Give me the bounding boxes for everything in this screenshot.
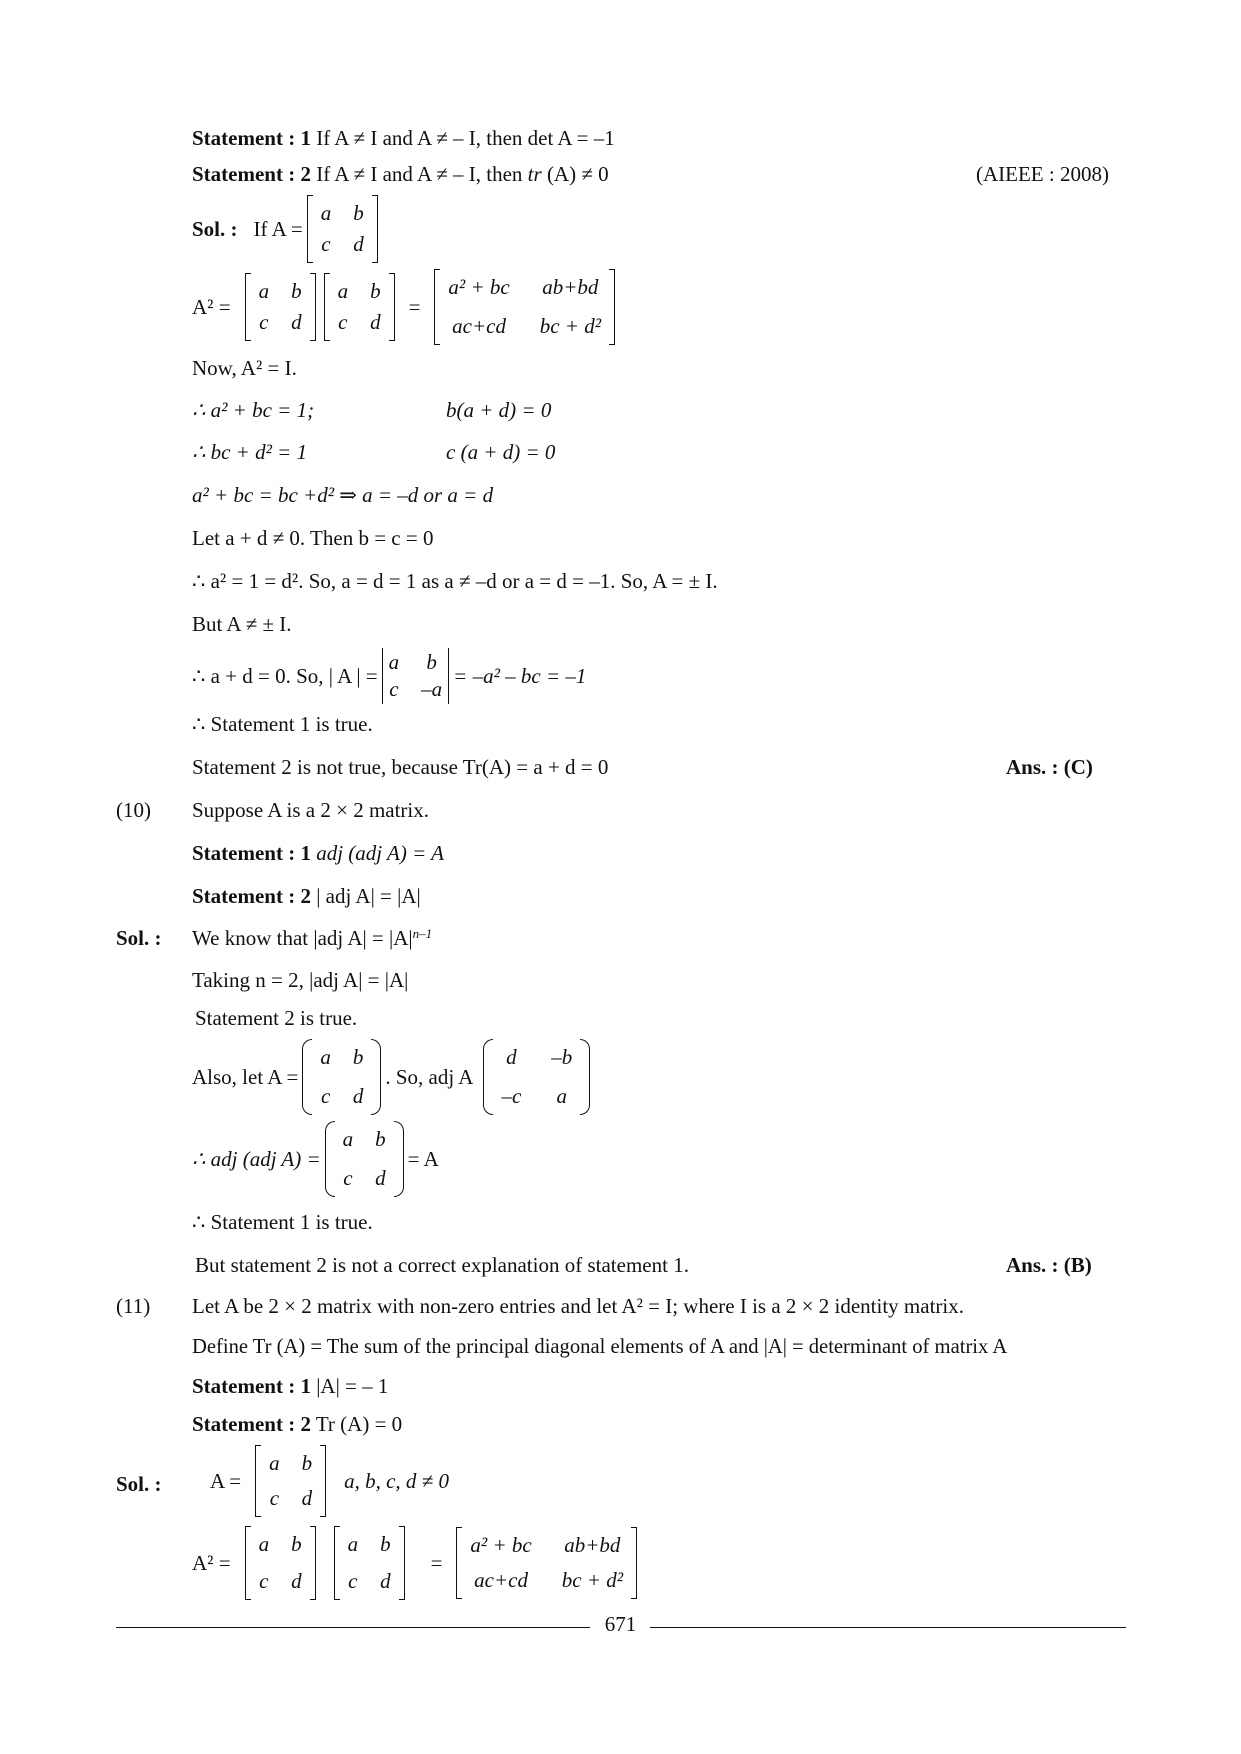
- adjoint-line: [192, 1040, 594, 1114]
- statement-2-line: [192, 162, 609, 186]
- matrix-entry: ac+cd: [452, 314, 506, 338]
- text-part: A =: [210, 1468, 242, 1493]
- sol-text: If A =: [253, 216, 303, 241]
- matrix-a: [245, 273, 316, 341]
- matrix-entry: bc + d²: [561, 1568, 623, 1592]
- matrix-adj-a: [483, 1039, 590, 1115]
- matrix-entry: c: [269, 1486, 280, 1510]
- matrix-entry: a: [337, 279, 349, 303]
- matrix-entry: c: [259, 1569, 269, 1593]
- a-squared-product: A² = a b c d a b c d = a² + bc ab+bd ac+cd bc + d²: [192, 270, 619, 344]
- matrix-entry: a: [320, 1045, 331, 1069]
- matrix-entry: d: [301, 1486, 313, 1510]
- statement-label: Statement : 1: [192, 1374, 311, 1398]
- statement-2-line: [192, 1412, 402, 1436]
- statement-1-line: [192, 126, 615, 150]
- matrix-entry: a: [269, 1451, 280, 1475]
- solution-3-intro: [210, 1446, 449, 1516]
- matrix-entry: c: [320, 1084, 331, 1108]
- text-part: = A: [407, 1146, 439, 1171]
- exam-source: (AIEEE : 2008): [976, 162, 1109, 186]
- statement-2-line: [192, 884, 421, 908]
- determinant-matrix: [382, 648, 450, 704]
- matrix-entry: d: [353, 232, 364, 256]
- matrix-a: [307, 195, 378, 263]
- text-part: We know that |adj A| = |A|: [192, 926, 413, 950]
- matrix-entry: a: [320, 201, 332, 225]
- text-part: . So, adj A: [385, 1064, 474, 1089]
- matrix-entry: b: [291, 279, 302, 303]
- matrix-entry: a: [342, 1127, 354, 1151]
- text-line: [192, 926, 432, 950]
- matrix-a: [302, 1039, 381, 1115]
- statement-text: adj (adj A) = A: [316, 841, 444, 865]
- a-squared-label: A² =: [192, 294, 231, 319]
- matrix-entry: ac+cd: [474, 1568, 528, 1592]
- matrix-entry: c: [259, 310, 269, 334]
- text-line: Now, A² = I.: [192, 356, 297, 380]
- matrix-entry: –b: [551, 1045, 573, 1069]
- question-number: (10): [116, 798, 151, 822]
- matrix-entry: b: [352, 1045, 364, 1069]
- matrix-entry: bc + d²: [539, 314, 601, 338]
- text-line: ∴ Statement 1 is true.: [192, 1210, 373, 1234]
- trace-symbol: tr: [527, 162, 542, 186]
- text-part: ∴ adj (adj A) =: [192, 1146, 321, 1171]
- matrix-entry: d: [291, 1569, 302, 1593]
- statement-text: If A ≠ I and A ≠ – I, then: [316, 162, 523, 186]
- condition-text: a, b, c, d ≠ 0: [344, 1468, 449, 1493]
- statement-label: Statement : 2: [192, 1412, 311, 1436]
- question-text: Suppose A is a 2 × 2 matrix.: [192, 798, 430, 822]
- statement-text: | adj A| = |A|: [316, 884, 421, 908]
- determinant-line: [192, 648, 586, 704]
- matrix-entry: b: [291, 1532, 302, 1556]
- equation-line: ∴ a² = 1 = d². So, a = d = 1 as a ≠ –d or a = d = –1. So, A = ± I.: [192, 569, 718, 593]
- answer-label: Ans. : (B): [1006, 1253, 1092, 1277]
- question-text: Define Tr (A) = The sum of the principal diagonal elements of A and |A| = determinant of matrix A: [192, 1336, 1008, 1358]
- matrix-entry: a: [347, 1532, 359, 1556]
- statement-text: If A ≠ I and A ≠ – I, then det A = –1: [316, 126, 615, 150]
- equation-text: ∴ a + d = 0. So, | A | =: [192, 663, 378, 688]
- statement-text: Tr (A) = 0: [315, 1412, 403, 1436]
- matrix-entry: b: [370, 279, 381, 303]
- matrix-a: [245, 1526, 316, 1600]
- matrix-entry: b: [426, 650, 437, 674]
- matrix-entry: c: [348, 1569, 358, 1593]
- matrix-entry: b: [353, 201, 364, 225]
- matrix-entry: c: [338, 310, 348, 334]
- text-line: Statement 2 is not true, because Tr(A) = a + d = 0: [192, 755, 609, 779]
- a-squared-label: A² =: [192, 1550, 231, 1575]
- matrix-entry: b: [375, 1127, 386, 1151]
- matrix-entry: d: [506, 1045, 517, 1069]
- statement-1-line: [192, 841, 444, 865]
- matrix-entry: d: [352, 1084, 364, 1108]
- statement-label: Statement : 1: [192, 841, 311, 865]
- sol-label: Sol. :: [116, 926, 162, 950]
- equation-line: ∴ bc + d² = 1: [192, 440, 308, 464]
- matrix-entry: b: [301, 1451, 313, 1475]
- matrix-entry: a: [388, 650, 400, 674]
- a-squared-product: A² = a b c d a b c d = a² + bc ab+bd ac+cd bc + d²: [192, 1526, 641, 1600]
- statement-text: |A| = – 1: [316, 1374, 389, 1398]
- answer-label: Ans. : (C): [1006, 755, 1093, 779]
- statement-label: Statement : 1: [192, 126, 311, 150]
- text-part: Also, let A =: [192, 1064, 299, 1089]
- matrix-entry: ab+bd: [542, 275, 599, 299]
- matrix-entry: d: [380, 1569, 391, 1593]
- statement-1-line: [192, 1374, 388, 1398]
- matrix-entry: a: [556, 1084, 568, 1108]
- matrix-a: [324, 273, 395, 341]
- text-line: ∴ Statement 1 is true.: [192, 712, 373, 736]
- matrix-a-squared: [456, 1527, 637, 1599]
- solution-1-intro: [192, 196, 382, 262]
- equation-line: But A ≠ ± I.: [192, 612, 292, 636]
- matrix-entry: –c: [501, 1084, 522, 1108]
- equation-line: Let a + d ≠ 0. Then b = c = 0: [192, 526, 434, 550]
- matrix-entry: d: [291, 310, 302, 334]
- matrix-entry: b: [380, 1532, 391, 1556]
- matrix-entry: c: [389, 677, 399, 701]
- text-line: Statement 2 is true.: [195, 1006, 358, 1030]
- matrix-a: [325, 1121, 404, 1197]
- statement-label: Statement : 2: [192, 162, 311, 186]
- matrix-a: [255, 1445, 326, 1517]
- statement-label: Statement : 2: [192, 884, 311, 908]
- sol-label: Sol. :: [192, 216, 238, 241]
- exponent: n–1: [412, 925, 433, 941]
- matrix-a: [334, 1526, 405, 1600]
- matrix-entry: d: [370, 310, 381, 334]
- matrix-entry: c: [343, 1166, 353, 1190]
- matrix-entry: a² + bc: [470, 1533, 532, 1557]
- equation-line: b(a + d) = 0: [446, 398, 552, 422]
- matrix-entry: a² + bc: [448, 275, 510, 299]
- question-text: Let A be 2 × 2 matrix with non-zero entries and let A² = I; where I is a 2 × 2 identity matrix.: [192, 1294, 964, 1318]
- equation-text: = –a² – bc = –1: [453, 663, 587, 688]
- text-line: Taking n = 2, |adj A| = |A|: [192, 968, 409, 992]
- text-line: But statement 2 is not a correct explanation of statement 1.: [195, 1253, 689, 1277]
- adj-adj-line: [192, 1122, 439, 1196]
- matrix-a-squared: [434, 269, 615, 345]
- equation-line: a² + bc = bc +d² ⇒ a = –d or a = d: [192, 483, 494, 507]
- matrix-entry: a: [258, 279, 270, 303]
- matrix-entry: c: [321, 232, 331, 256]
- statement-text: (A) ≠ 0: [546, 162, 609, 186]
- matrix-entry: –a: [421, 677, 443, 701]
- matrix-entry: a: [258, 1532, 270, 1556]
- sol-label: Sol. :: [116, 1472, 162, 1496]
- equation-line: c (a + d) = 0: [446, 440, 556, 464]
- matrix-entry: ab+bd: [564, 1533, 621, 1557]
- matrix-entry: d: [375, 1166, 386, 1190]
- question-number: (11): [116, 1294, 151, 1318]
- page-number: 671: [604, 1612, 637, 1636]
- equation-line: ∴ a² + bc = 1;: [192, 398, 315, 422]
